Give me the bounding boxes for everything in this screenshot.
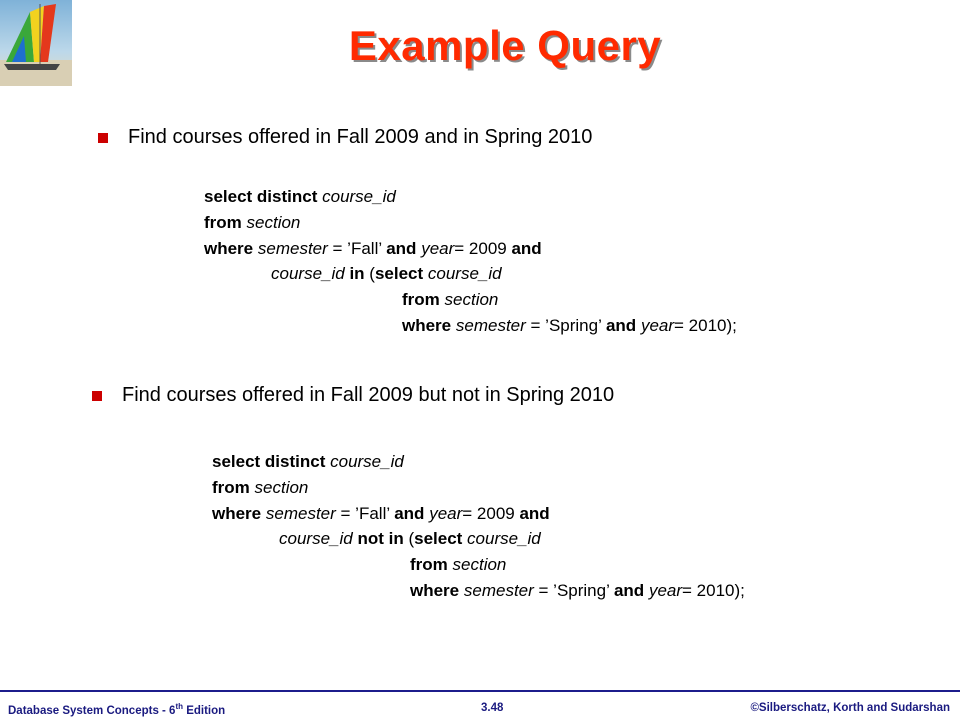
query-line — [271, 261, 609, 287]
sql-query-block — [204, 184, 737, 339]
literal: ( — [403, 529, 415, 549]
keyword: and — [394, 503, 425, 523]
query-line — [410, 578, 748, 604]
square-bullet-icon — [98, 133, 108, 143]
query-line — [212, 501, 550, 527]
literal: = ’Spring’ — [525, 315, 606, 335]
literal: ( — [364, 264, 375, 284]
keyword: select distinct — [204, 187, 318, 206]
bullet-text: Find courses offered in Fall 2009 and in Spring 2010 — [128, 126, 593, 148]
footer-copyright: ©Silberschatz, Korth and Sudarshan — [750, 702, 950, 714]
literal: = 2010); — [674, 315, 737, 335]
identifier: section — [254, 477, 309, 497]
slide-footer — [0, 690, 960, 722]
identifier: semester — [455, 315, 526, 335]
keyword: where — [410, 580, 460, 600]
identifier: course_id — [427, 264, 502, 284]
keyword: and — [613, 580, 645, 600]
keyword: from — [402, 290, 440, 310]
footer-page-number: 3.48 — [481, 702, 504, 714]
query-line — [204, 236, 542, 262]
bullet-text: Find courses offered in Fall 2009 but not in Spring 2010 — [122, 384, 615, 406]
identifier: course_id — [330, 452, 404, 471]
footer-book-title: Database System Concepts - 6th Edition — [8, 702, 226, 717]
keyword: from — [204, 212, 242, 232]
identifier: course_id — [322, 187, 396, 206]
identifier: semester — [463, 580, 534, 600]
identifier: section — [452, 555, 507, 575]
identifier: course_id — [271, 264, 345, 284]
query-line — [212, 449, 550, 475]
keyword: not in — [357, 529, 404, 549]
identifier: year — [421, 238, 455, 258]
keyword: select — [374, 264, 424, 284]
keyword: where — [402, 315, 452, 335]
literal: = 2009 — [462, 503, 520, 523]
keyword: in — [349, 264, 365, 284]
sql-query-block — [212, 449, 745, 604]
keyword: and — [519, 503, 550, 523]
keyword: and — [605, 315, 637, 335]
bullet-item — [92, 384, 614, 407]
keyword: where — [212, 503, 262, 523]
identifier: course_id — [467, 529, 541, 549]
identifier: course_id — [279, 529, 353, 549]
literal: = ’Spring’ — [533, 580, 614, 600]
query-line — [204, 184, 542, 210]
literal: = ’Fall’ — [327, 238, 387, 258]
identifier: semester — [265, 503, 336, 523]
identifier: year — [640, 315, 675, 335]
literal: = 2010); — [682, 580, 745, 600]
square-bullet-icon — [92, 391, 102, 401]
keyword: select — [414, 529, 463, 549]
identifier: year — [429, 503, 463, 523]
query-line — [410, 552, 748, 578]
bullet-item — [98, 126, 592, 149]
literal: = ’Fall’ — [335, 503, 395, 523]
query-line — [402, 287, 740, 313]
identifier: semester — [257, 238, 328, 258]
slide-title: Example Query — [348, 22, 662, 69]
identifier: year — [648, 580, 683, 600]
query-line — [279, 526, 617, 552]
query-line — [204, 210, 542, 236]
keyword: and — [386, 238, 417, 258]
query-line — [402, 313, 740, 339]
keyword: select distinct — [212, 452, 326, 471]
literal: = 2009 — [454, 238, 512, 258]
keyword: from — [212, 477, 250, 497]
keyword: where — [204, 238, 254, 258]
query-line — [212, 475, 550, 501]
identifier: section — [246, 212, 301, 232]
keyword: from — [410, 555, 448, 575]
keyword: and — [511, 238, 542, 258]
identifier: section — [444, 290, 499, 310]
